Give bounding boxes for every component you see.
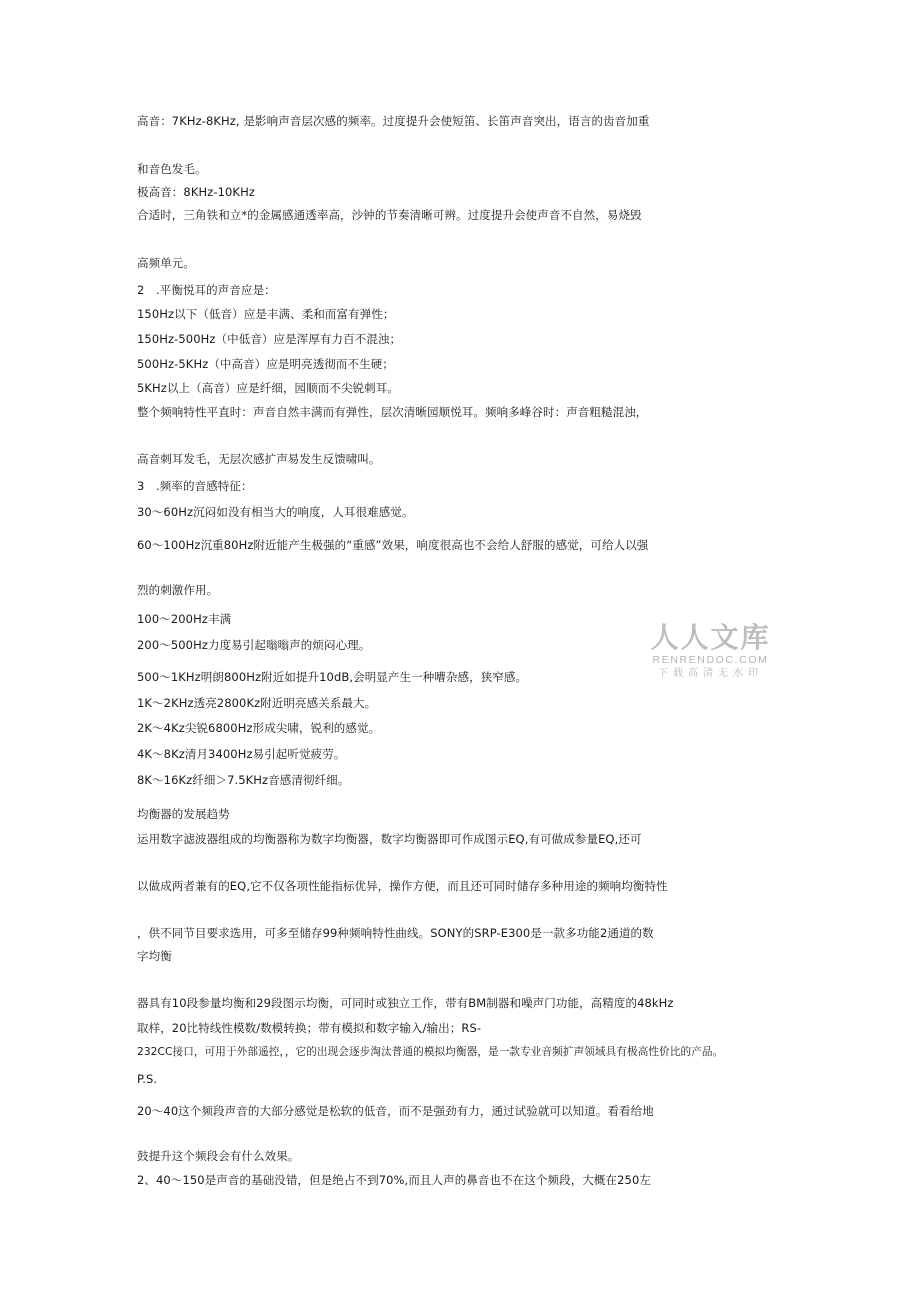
text-line: 以做成两者兼有的EQ,它不仅各项性能指标优异，操作方便，而且还可同时储存多种用途的频响均衡特性 <box>137 879 668 893</box>
text-line: 2 .平衡悦耳的声音应是： <box>137 283 276 297</box>
text-line: 500Hz-5KHz（中高音）应是明亮透彻而不生硬； <box>137 357 394 371</box>
text-line: 30～60Hz沉闷如没有相当大的响度，人耳很难感觉。 <box>137 505 414 519</box>
text-line: 烈的刺激作用。 <box>137 583 219 597</box>
text-line: 150Hz以下（低音）应是丰满、柔和而富有弹性； <box>137 307 395 321</box>
text-line: 200～500Hz力度易引起嗡嗡声的烦闷心理。 <box>137 638 371 652</box>
text-line: 20～40这个频段声音的大部分感觉是松软的低音，而不是强劲有力，通过试验就可以知道。看看给地 <box>137 1104 654 1118</box>
text-line: 鼓提升这个频段会有什么效果。 <box>137 1149 300 1163</box>
text-line: P.S. <box>137 1072 158 1086</box>
text-line: 取样，20比特线性模数/数模转换；带有模拟和数字输入/输出；RS- <box>137 1021 482 1035</box>
text-line: 2K～4Kz尖锐6800Hz形成尖啸，锐利的感觉。 <box>137 721 381 735</box>
text-line: 100～200Hz丰满 <box>137 612 232 626</box>
text-line: 150Hz-500Hz（中低音）应是浑厚有力百不混浊； <box>137 332 402 346</box>
text-line: 8K～16Kz纤细＞7.5KHz音感清彻纤细。 <box>137 773 350 787</box>
text-line: 极高音：8KHz-10KHz <box>137 185 255 199</box>
text-line: ，供不同节目要求选用，可多至储存99种频响特性曲线。SONY的SRP-E300是一款多功能2通道的数 <box>137 926 654 940</box>
text-line: 5KHz以上（高音）应是纤细，园顺而不尖锐刺耳。 <box>137 381 399 395</box>
text-line: 高音刺耳发毛，无层次感扩声易发生反馈啸叫。 <box>137 452 381 466</box>
text-line: 器具有10段参量均衡和29段图示均衡，可同时或独立工作，带有BM制器和噪声门功能，高精度的48kHz <box>137 996 674 1010</box>
text-line: 整个频响特性平直时：声音自然丰满而有弹性，层次清晰园顺悦耳。频响多峰谷时：声音粗糙混浊， <box>137 405 648 419</box>
text-line: 高频单元。 <box>137 256 195 270</box>
watermark <box>648 622 773 681</box>
text-line: 60～100Hz沉重80Hz附近能产生极强的“重感”效果，响度很高也不会给人舒服的感觉，可给人以强 <box>137 538 649 552</box>
text-line: 高音：7KHz-8KHz, 是影响声音层次感的频率。过度提升会使短笛、长笛声音突出，语言的齿音加重 <box>137 114 650 128</box>
text-line: 4K～8Kz清月3400Hz易引起听觉疲劳。 <box>137 747 346 761</box>
section-heading: 均衡器的发展趋势 <box>137 807 230 821</box>
watermark-domain: RENRENDOC.COM <box>652 654 769 666</box>
text-line: 和音色发毛。 <box>137 162 207 176</box>
text-line: 232CC接口，可用于外部遥控，，它的出现会逐步淘汰普通的模拟均衡器，是一款专业音频扩声领域具有极高性价比的产品。 <box>137 1046 724 1058</box>
text-line: 2、40～150是声音的基础没错，但是绝占不到70%,而且人声的鼻音也不在这个频段，大概在250左 <box>137 1173 651 1187</box>
text-line: 合适时，三角铁和立*的金属感通透率高，沙钟的节奏清晰可辨。过度提升会使声音不自然，易烧毁 <box>137 208 642 222</box>
text-line: 字均衡 <box>137 949 172 963</box>
watermark-title: 人人文库 <box>650 621 771 654</box>
text-line: 运用数字滤波器组成的均衡器称为数字均衡器，数字均衡器即可作成图示EQ,有可做成参量EQ,还可 <box>137 832 642 846</box>
watermark-tagline: 下载高清无水印 <box>658 668 763 679</box>
text-line: 3 .频率的音感特征： <box>137 479 253 493</box>
text-line: 1K～2KHz透亮2800Kz附近明亮感关系最大。 <box>137 696 377 710</box>
text-line: 500～1KHz明朗800Hz附近如提升10dB,会明显产生一种嘈杂感，狭窄感。 <box>137 670 528 684</box>
